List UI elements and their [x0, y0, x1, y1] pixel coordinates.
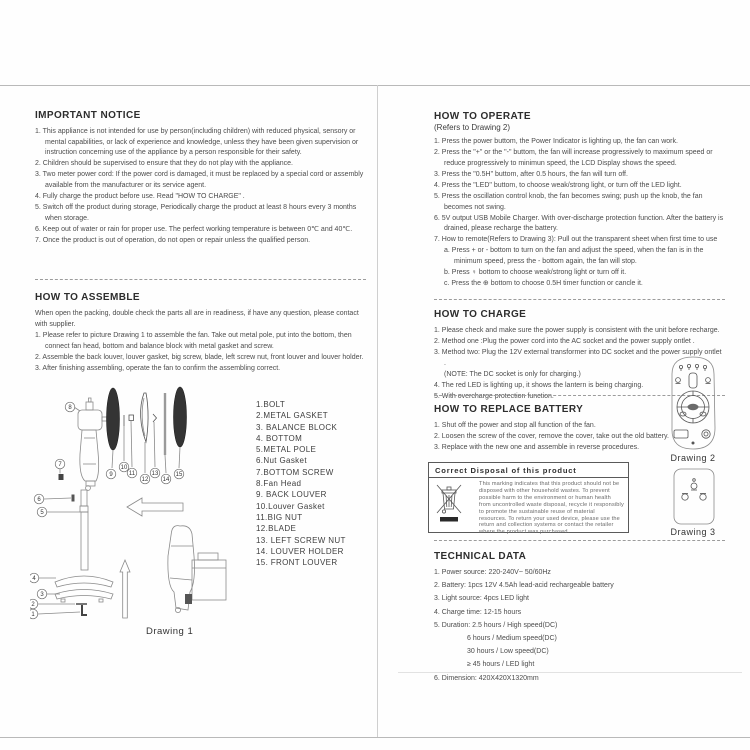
part-line: 2.METAL GASKET	[256, 411, 329, 421]
disposal-text: This marking indicates that this product should not be disposed with other household wastes. To prevent possible harm to the environment or human health from uncontrolled waste disposal, recycle it responsibly to promote the sustainable reuse of material resources. To return your used device, please use the return and collection systems or contact the retailer where the product was purchased.	[479, 481, 624, 536]
assemble-item: 2. Assemble the back louver, louver gasket, big screw, blade, left screw nut, front louver and louver holder.	[35, 353, 364, 361]
part-line: 13. LEFT SCREW NUT	[256, 535, 346, 545]
left-arrow	[127, 498, 183, 516]
notice-item: 1. This appliance is not intended for use by person(including children) with reduced physical, sensory or mental capabilities, or lack of experience and knowledge, unless they have been given supervision or instruction concerning use of the appliance by a person responsible for their safety.	[35, 128, 359, 157]
charge-item: 4. The red LED is lighting up, it shows the lantern is being charging.	[434, 381, 644, 389]
operate-item: 1. Press the power buttom, the Power Indicator is lighting up, the fan can work.	[434, 138, 678, 145]
part-line: 15. FRONT LOUVER	[256, 558, 338, 568]
how-to-charge-title: HOW TO CHARGE	[434, 309, 527, 320]
parts-list	[256, 399, 378, 568]
svg-text:6: 6	[37, 497, 41, 504]
part-line: 14. LOUVER HOLDER	[256, 546, 344, 556]
callout-15	[174, 469, 184, 479]
svg-text:4: 4	[32, 576, 36, 583]
how-to-replace-battery-title: HOW TO REPLACE BATTERY	[434, 404, 584, 415]
part-line: 10.Louver Gasket	[256, 501, 325, 511]
fan-head-assembly-sketch	[168, 526, 226, 613]
section-separator	[434, 299, 725, 300]
operate-item: a. Press + or - bottom to turn on the fan and adjust the speed, when the fan is in the minimum speed, press the - bottom again, the fan will stop.	[444, 247, 704, 266]
how-to-operate-title: HOW TO OPERATE	[434, 111, 531, 122]
balance-block-part	[55, 590, 113, 600]
how-to-assemble-section	[35, 292, 368, 375]
operate-item: 2. Press the "+" or the "-" buttom, the fan will increase progressively to maximum speed or reduce progressively to minimun speed, the LCD Display shows the speed.	[434, 149, 713, 167]
callout-10	[119, 462, 129, 472]
up-arrow	[120, 560, 130, 618]
important-notice-list	[35, 127, 366, 247]
part-line: 3. BALANCE BLOCK	[256, 422, 338, 432]
part-line: 9. BACK LOUVER	[256, 490, 327, 500]
important-notice-section	[35, 110, 366, 247]
callout-13	[150, 468, 160, 478]
part-line: 8.Fan Head	[256, 479, 302, 489]
part-line: 7.BOTTOM SCREW	[256, 467, 334, 477]
notice-item: 2. Children should be supervised to ensure that they do not play with the appliance.	[35, 160, 293, 168]
notice-item: 6. Keep out of water or rain for proper use. The perfect working temperature is between 0℃ and 40℃.	[35, 225, 353, 233]
notice-item: 5. Switch off the product during storage, Periodically charge the product at least 8 hours every 3 months when storage.	[35, 204, 357, 222]
big-nut-part	[129, 415, 134, 421]
callout-7	[55, 459, 65, 469]
drawing3-label: Drawing 3	[670, 527, 716, 537]
svg-text:12: 12	[141, 477, 149, 484]
part-line: 12.BLADE	[256, 524, 297, 534]
technical-data-item: 5. Duration: 2.5 hours / High speed(DC)	[434, 621, 558, 629]
disposal-body	[429, 478, 628, 538]
page-top-edge	[0, 85, 750, 86]
operate-item: 4. Press the "LED" buttom, to choose weak/strong light, or turn off the LED light.	[434, 181, 682, 189]
technical-data-item: 4. Charge time: 12-15 hours	[434, 608, 522, 616]
notice-item: 7. Once the product is out of operation, do not open or repair unless the qualified person.	[35, 236, 311, 244]
assemble-intro: When open the packing, double check the parts all are in readiness, if have any question, please contact with supplier.	[35, 310, 359, 328]
nut-gasket-part	[72, 495, 75, 502]
remote-buttons	[682, 479, 706, 501]
metal-pole-part	[80, 490, 88, 570]
operate-item: 3. Press the "0.5H" buttom, after 0.5 hours, the fan will turn off.	[434, 170, 628, 178]
section-separator	[35, 279, 366, 280]
drawing1-label: Drawing 1	[146, 626, 194, 637]
battery-list	[434, 421, 679, 454]
side-buttons	[676, 373, 711, 388]
svg-text:2: 2	[31, 602, 35, 609]
technical-data-item: 30 hours / Low speed(DC)	[467, 648, 549, 656]
callout-2	[30, 599, 38, 609]
speed-dial	[677, 391, 709, 423]
how-to-operate-section	[434, 111, 725, 290]
callout-9	[106, 469, 116, 479]
left-screw-nut-part	[153, 414, 157, 422]
svg-text:11: 11	[128, 471, 136, 478]
operate-item: 5. Press the oscillation control knob, the fan becomes swing; push up the knob, the fan becomes not swing.	[434, 192, 703, 211]
callout-5	[37, 507, 47, 517]
callout-1	[30, 609, 38, 619]
display-and-power	[674, 430, 710, 445]
assemble-list	[35, 331, 368, 374]
bottom-screw-part	[59, 474, 64, 480]
how-to-replace-battery-section	[434, 404, 679, 454]
how-to-assemble-title: HOW TO ASSEMBLE	[35, 292, 140, 303]
operate-item: 6. 5V output USB Mobile Charger. With over-discharge protection function. After the battery is drained, please recharge the battery.	[434, 214, 724, 233]
technical-data-item: 2. Battery: 1pcs 12V 4.5Ah lead-acid rechargeable battery	[434, 582, 614, 590]
technical-data-item: 6 hours / Medium speed(DC)	[467, 634, 557, 642]
svg-text:10: 10	[120, 465, 128, 472]
notice-item: 4. Fully charge the product before use. Read "HOW TO CHARGE" .	[35, 193, 245, 201]
page-bottom-edge	[0, 737, 750, 738]
callout-12	[140, 474, 150, 484]
important-notice-title: IMPORTANT NOTICE	[35, 110, 141, 121]
callout-6	[34, 494, 44, 504]
battery-item: 3. Replace with the new one and assemble in reverse procedures.	[434, 444, 640, 452]
remote-outline	[674, 469, 714, 524]
battery-item: 2. Loosen the screw of the cover, remove the cover, take out the old battery.	[434, 433, 669, 441]
fan-exploded-diagram	[30, 386, 252, 626]
crossed-out-wheelie-bin-icon	[435, 481, 473, 536]
how-to-operate-subtitle: (Refers to Drawing 2)	[434, 123, 511, 132]
bolt-part	[82, 605, 87, 615]
remote-control-diagram	[670, 467, 718, 527]
charge-item: (NOTE: The DC socket is only for charging.)	[444, 370, 581, 378]
svg-text:1: 1	[31, 612, 35, 619]
callout-14	[161, 474, 171, 484]
technical-data-item: 1. Power source: 220-240V~ 50/60Hz	[434, 569, 551, 576]
charge-item: 2. Method one :Plug the power cord into the AC socket and the power supply ontlet .	[434, 338, 695, 346]
drawing2-label: Drawing 2	[670, 453, 716, 463]
part-line: 1.BOLT	[256, 400, 286, 409]
callout-11	[127, 468, 137, 478]
page-rule	[398, 672, 742, 673]
callout-3	[37, 589, 47, 599]
svg-text:5: 5	[40, 510, 44, 517]
part-line: 6.Nut Gasket	[256, 456, 307, 466]
disposal-title: Correct Disposal of this product	[429, 463, 628, 478]
svg-text:15: 15	[175, 472, 183, 479]
technical-data-section	[434, 551, 714, 687]
technical-data-title: TECHNICAL DATA	[434, 551, 527, 562]
technical-data-item: 3. Light source: 4pcs LED light	[434, 595, 529, 603]
charge-item: 3. Method two: Plug the 12V external transformer into DC socket and the power supply ontlet .	[434, 349, 722, 367]
technical-data-item: 6. Dimension: 420X420X1320mm	[434, 674, 539, 682]
part-line: 4. BOTTOM	[256, 433, 303, 443]
svg-text:8: 8	[68, 405, 72, 412]
svg-text:14: 14	[162, 477, 170, 484]
operate-item: c. Press the ⊕ bottom to choose 0.5H timer function or cancle it.	[444, 280, 643, 288]
charge-item: 1. Please check and make sure the power supply is consistent with the unit before recharge.	[434, 327, 720, 334]
technical-data-list	[434, 568, 714, 684]
assemble-item: 1. Please refer to picture Drawing 1 to assemble the fan. Take out metal pole, put into the bottom, then connect fan head, bottom and balance block with metal gasket and screw.	[35, 332, 352, 350]
bottom-base-part	[55, 576, 113, 587]
operate-item: b. Press ♀ bottom to choose weak/strong light or turn off it.	[444, 269, 627, 277]
disposal-info-box	[428, 462, 629, 536]
front-louver-part	[174, 387, 187, 447]
section-separator	[434, 540, 725, 541]
part-line: 5.METAL POLE	[256, 445, 317, 455]
svg-text:9: 9	[109, 472, 113, 479]
operate-list	[434, 137, 725, 290]
control-panel-diagram	[662, 354, 724, 452]
callout-4	[30, 573, 39, 583]
svg-text:7: 7	[58, 462, 62, 469]
part-line: 11.BIG NUT	[256, 512, 303, 522]
assemble-item: 3. After finishing assembling, operate the fan to confirm the assembling correct.	[35, 364, 281, 372]
technical-data-item: ≥ 45 hours / LED light	[467, 661, 535, 669]
charge-item: 5. With overcharge protection function.	[434, 393, 554, 401]
svg-text:3: 3	[40, 592, 44, 599]
indicator-lights	[679, 364, 706, 371]
battery-item: 1. Shut off the power and stop all function of the fan.	[434, 422, 596, 429]
svg-text:13: 13	[151, 471, 159, 478]
back-louver-part	[107, 388, 120, 450]
notice-item: 3. Two meter power cord: If the power cord is damaged, it must be replaced by a special cord or assembly available from the manufacturer or its service agent.	[35, 171, 364, 189]
operate-item: 7. How to remote(Refers to Drawing 3): Pull out the transparent sheet when first time to use	[434, 236, 718, 244]
callout-8	[65, 402, 75, 412]
